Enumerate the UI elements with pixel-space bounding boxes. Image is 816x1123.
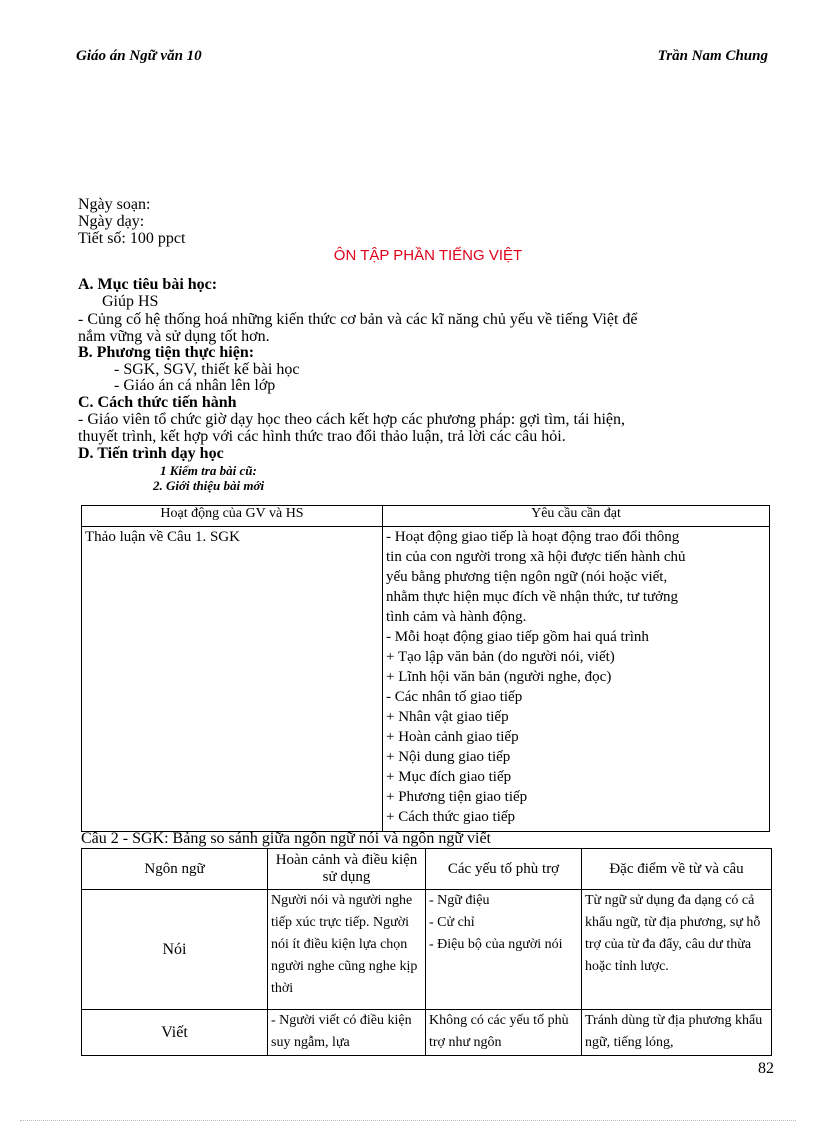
col-header-condition: Hoàn cảnh và điều kiện sử dụng: [268, 849, 426, 890]
req-line: nhằm thực hiện mục đích về nhận thức, tư tưởng: [386, 589, 679, 605]
req-line: + Nhân vật giao tiếp: [386, 709, 509, 725]
writing-features: Tránh dùng từ địa phương khẩu ngữ, tiếng lóng,: [582, 1010, 772, 1056]
support-item: - Cử chỉ: [429, 915, 475, 930]
col-header-language: Ngôn ngữ: [82, 849, 268, 890]
req-line: + Cách thức giao tiếp: [386, 809, 516, 825]
support-item: - Ngữ điệu: [429, 893, 490, 908]
row-label-speaking: Nói: [82, 890, 268, 1010]
req-line: + Tạo lập văn bản (do người nói, viết): [386, 649, 615, 665]
speaking-features: Từ ngữ sử dụng đa dạng có cả khẩu ngữ, từ địa phương, sự hỗ trợ của từ đa đẩy, câu dư thừa hoặc tỉnh lược.: [582, 890, 772, 1010]
req-line: - Mỗi hoạt động giao tiếp gồm hai quá trình: [386, 629, 649, 645]
activity-left-cell: Thảo luận về Câu 1. SGK: [82, 527, 383, 832]
section-b-item-2: - Giáo án cá nhân lên lớp: [114, 377, 276, 394]
table2-caption: Câu 2 - SGK: Bảng so sánh giữa ngôn ngữ nói và ngôn ngữ viết: [81, 830, 491, 847]
lesson-number: Tiết số: 100 ppct: [78, 230, 186, 247]
section-c-heading: C. Cách thức tiến hành: [78, 394, 237, 411]
req-line: tình cảm và hành động.: [386, 609, 527, 625]
comparison-table: [81, 848, 772, 1056]
section-a-line-2: nắm vững và sử dụng tốt hơn.: [78, 328, 270, 345]
req-line: + Nội dung giao tiếp: [386, 749, 511, 765]
req-line: yếu bằng phương tiện ngôn ngữ (nói hoặc viết,: [386, 569, 668, 585]
writing-support: [426, 1010, 582, 1056]
date-prepared: Ngày soạn:: [78, 196, 151, 213]
date-taught: Ngày dạy:: [78, 213, 145, 230]
row-label-writing: Viết: [82, 1010, 268, 1056]
section-d-item-2: 2. Giới thiệu bài mới: [153, 478, 265, 493]
section-a-line-1: - Củng cố hệ thống hoá những kiến thức cơ bản và các kĩ năng chủ yếu về tiếng Việt để: [78, 311, 638, 328]
section-a-heading: A. Mục tiêu bài học:: [78, 276, 218, 293]
speaking-condition: Người nói và người nghe tiếp xúc trực tiếp. Người nói ít điều kiện lựa chọn người nghe cũng nghe kịp thời: [268, 890, 426, 1010]
speaking-support: [426, 890, 582, 1010]
section-b-heading: B. Phương tiện thực hiện:: [78, 344, 255, 361]
activity-header-right: Yêu cầu cần đạt: [383, 506, 770, 527]
activity-table: [81, 505, 770, 832]
req-line: + Lĩnh hội văn bản (người nghe, đọc): [386, 669, 612, 685]
header-left: Giáo án Ngữ văn 10: [76, 48, 202, 64]
section-b-item-1: - SGK, SGV, thiết kế bài học: [114, 361, 300, 378]
section-d-heading: D. Tiến trình dạy học: [78, 445, 224, 462]
support-item: - Điệu bộ của người nói: [429, 937, 563, 952]
support-item: Không có các yếu tố phù trợ như ngôn: [429, 1013, 569, 1050]
req-line: tin của con người trong xã hội được tiến hành chủ: [386, 549, 686, 565]
page-number: 82: [758, 1060, 774, 1077]
req-line: + Mục đích giao tiếp: [386, 769, 512, 785]
page-title: ÔN TẬP PHẦN TIẾNG VIỆT: [333, 247, 523, 264]
req-line: - Các nhân tố giao tiếp: [386, 689, 523, 705]
section-c-line-1: - Giáo viên tổ chức giờ dạy học theo cách kết hợp các phương pháp: gợi tìm, tái hiện,: [78, 411, 626, 428]
page-bottom-divider: [20, 1120, 796, 1121]
section-c-line-2: thuyết trình, kết hợp với các hình thức trao đổi thảo luận, trả lời các câu hỏi.: [78, 428, 566, 445]
activity-header-left: Hoạt động của GV và HS: [82, 506, 383, 527]
section-a-help: Giúp HS: [102, 293, 159, 310]
req-line: + Hoàn cảnh giao tiếp: [386, 729, 519, 745]
req-line: + Phương tiện giao tiếp: [386, 789, 528, 805]
col-header-features: Đặc điểm về từ và câu: [582, 849, 772, 890]
req-line: - Hoạt động giao tiếp là hoạt động trao đổi thông: [386, 529, 680, 545]
header-right: Trần Nam Chung: [657, 48, 768, 64]
activity-right-cell: [383, 527, 770, 832]
writing-condition: - Người viết có điều kiện suy ngẫm, lựa: [268, 1010, 426, 1056]
section-d-item-1: 1 Kiểm tra bài cũ:: [160, 463, 257, 478]
col-header-support: Các yếu tố phù trợ: [426, 849, 582, 890]
